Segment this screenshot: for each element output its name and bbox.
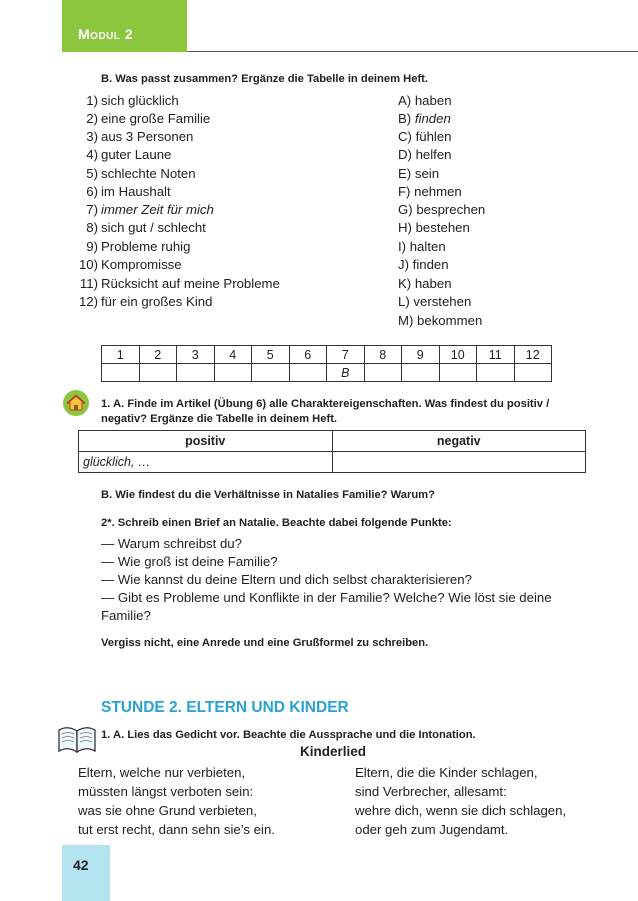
- poem-line-right: Eltern, die die Kinder schlagen,: [355, 765, 538, 780]
- negative-header: negativ: [332, 431, 586, 452]
- answer-table: [101, 345, 552, 382]
- left-item: 10) Kompromisse: [78, 257, 182, 272]
- letter-point: — Wie groß ist deine Familie?: [101, 554, 278, 569]
- task-b-instruction: B. Was passt zusammen? Ergänze die Tabelle in deinem Heft.: [101, 73, 429, 85]
- right-item: E) sein: [398, 166, 440, 181]
- character-table-header-row: [79, 431, 586, 452]
- answer-cell: [477, 364, 515, 382]
- answer-header-cell: 5: [252, 346, 290, 364]
- left-item: 12) für ein großes Kind: [78, 294, 213, 309]
- right-item: L) verstehen: [398, 294, 472, 309]
- poem-line-left: was sie ohne Grund verbieten,: [78, 803, 257, 818]
- answer-header-cell: 6: [289, 346, 327, 364]
- answer-cell: B: [327, 364, 365, 382]
- answer-cell: [177, 364, 215, 382]
- character-table: [78, 430, 586, 473]
- answer-header-cell: 2: [139, 346, 177, 364]
- page-number: 42: [73, 857, 89, 873]
- letter-point: — Gibt es Probleme und Konflikte in der Familie? Welche? Wie löst sie deine: [101, 590, 552, 605]
- left-item: 8) sich gut / schlecht: [86, 220, 206, 235]
- reminder-note: Vergiss nicht, eine Anrede und eine Grußformel zu schreiben.: [101, 637, 429, 649]
- left-item: 6) im Haushalt: [86, 184, 171, 199]
- left-item: 9) Probleme ruhig: [86, 239, 191, 254]
- left-item: 3) aus 3 Personen: [86, 129, 194, 144]
- poem-line-right: oder geh zum Jugendamt.: [355, 822, 509, 837]
- answer-cell: [252, 364, 290, 382]
- answer-cell: [289, 364, 327, 382]
- left-item: 11) Rücksicht auf meine Probleme: [79, 276, 280, 291]
- letter-point: — Wie kannst du deine Eltern und dich selbst charakterisieren?: [101, 572, 472, 587]
- positive-header: positiv: [79, 431, 333, 452]
- answer-cell: [514, 364, 552, 382]
- right-item: G) besprechen: [398, 202, 486, 217]
- poem-line-left: Eltern, welche nur verbieten,: [78, 765, 246, 780]
- answer-cell: [402, 364, 440, 382]
- answer-cell: [214, 364, 252, 382]
- answer-header-cell: 3: [177, 346, 215, 364]
- letter-point: — Warum schreibst du?: [101, 536, 242, 551]
- answer-header-cell: 4: [214, 346, 252, 364]
- answer-cell: [102, 364, 140, 382]
- left-item: 5) schlechte Noten: [86, 166, 196, 181]
- answer-header-cell: 10: [439, 346, 477, 364]
- left-item: 4) guter Laune: [86, 147, 172, 162]
- right-item: I) halten: [398, 239, 446, 254]
- answer-header-cell: 11: [477, 346, 515, 364]
- task-2-instruction: 2*. Schreib einen Brief an Natalie. Beachte dabei folgende Punkte:: [101, 517, 452, 529]
- poem-line-left: tut erst recht, dann sehn sie’s ein.: [78, 822, 275, 837]
- negative-cell: [332, 452, 586, 473]
- answer-header-cell: 1: [102, 346, 140, 364]
- left-item: 7) immer Zeit für mich: [86, 202, 214, 217]
- home-icon: [62, 389, 90, 417]
- letter-point: Familie?: [101, 608, 151, 623]
- right-item: A) haben: [398, 93, 452, 108]
- page-number-strip: [62, 845, 110, 901]
- left-item: 2) eine große Familie: [86, 111, 211, 126]
- answer-header-cell: 12: [514, 346, 552, 364]
- open-book-icon: [56, 720, 98, 756]
- right-item: M) bekommen: [398, 313, 483, 328]
- answer-table-header-row: [102, 346, 552, 364]
- task-1a-instruction: 1. A. Finde im Artikel (Übung 6) alle Charaktereigenschaften. Was findest du positiv / negativ? Ergänze die Tabelle in deinem Heft.: [101, 398, 550, 425]
- section-title: STUNDE 2. ELTERN UND KINDER: [101, 699, 349, 716]
- answer-header-cell: 9: [402, 346, 440, 364]
- poem-line-right: sind Verbrecher, allesamt:: [355, 784, 507, 799]
- right-item: F) nehmen: [398, 184, 462, 199]
- right-item: J) finden: [398, 257, 449, 272]
- right-item: K) haben: [398, 276, 452, 291]
- left-item: 1) sich glücklich: [86, 93, 179, 108]
- right-item: C) fühlen: [398, 129, 452, 144]
- poem-line-right: wehre dich, wenn sie dich schlagen,: [355, 803, 567, 818]
- answer-header-cell: 7: [327, 346, 365, 364]
- right-item: B) finden: [398, 111, 451, 126]
- right-item: D) helfen: [398, 147, 452, 162]
- right-item: H) bestehen: [398, 220, 470, 235]
- poem-line-left: müssten längst verboten sein:: [78, 784, 254, 799]
- answer-header-cell: 8: [364, 346, 402, 364]
- task-poem-instruction: 1. A. Lies das Gedicht vor. Beachte die Aussprache und die Intonation.: [101, 729, 476, 741]
- module-label: MODUL 2: [78, 26, 134, 42]
- answer-table-answer-row: [102, 364, 552, 382]
- answer-cell: [139, 364, 177, 382]
- answer-cell: [439, 364, 477, 382]
- poem-title: Kinderlied: [300, 744, 367, 759]
- task-1b-instruction: B. Wie findest du die Verhältnisse in Natalies Familie? Warum?: [101, 489, 435, 501]
- character-table-row: [79, 452, 586, 473]
- answer-cell: [364, 364, 402, 382]
- positive-cell: glücklich, …: [79, 452, 333, 473]
